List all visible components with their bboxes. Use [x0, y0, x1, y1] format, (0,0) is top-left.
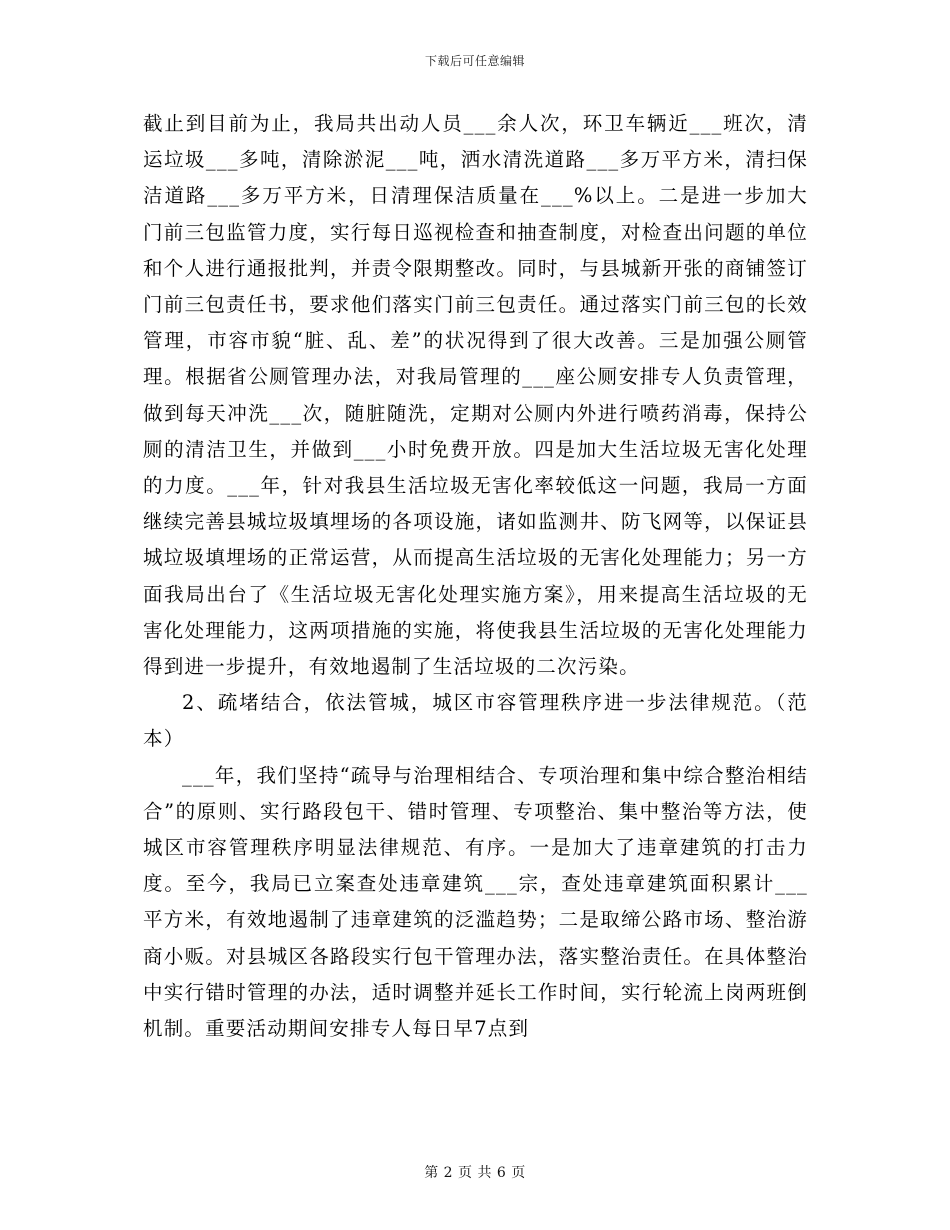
document-body — [143, 106, 808, 1047]
paragraph-2-heading: 2、疏堵结合，依法管城，城区市容管理秩序进一步法律规范。（范本） — [143, 691, 808, 751]
paragraph-1: 截止到目前为止，我局共出动人员___余人次，环卫车辆近___班次，清运垃圾___多吨，清除淤泥___吨，洒水清洗道路___多万平方米，清扫保洁道路___多万平方米，日清理保洁质量在___%以上。二是进一步加大门前三包监管力度，实行每日巡视检查和抽查制度，对检查出问题的单位和个人进行通报批判，并责令限期整改。同时，与县城新开张的商铺签订门前三包责任书，要求他们落实门前三包责任。通过落实门前三包的长效管理，市容市貌“脏、乱、差”的状况得到了很大改善。三是加强公厕管理。根据省公厕管理办法，对我局管理的___座公厕安排专人负责管理，做到每天冲洗___次，随脏随洗，定期对公厕内外进行喷药消毒，保持公厕的清洁卫生，并做到___小时免费开放。四是加大生活垃圾无害化处理的力度。___年，针对我县生活垃圾无害化率较低这一问题，我局一方面继续完善县城垃圾填埋场的各项设施，诸如监测井、防飞网等，以保证县城垃圾填埋场的正常运营，从而提高生活垃圾的无害化处理能力；另一方面我局出台了《生活垃圾无害化处理实施方案》，用来提高生活垃圾的无害化处理能力，这两项措施的实施，将使我县生活垃圾的无害化处理能力得到进一步提升，有效地遏制了生活垃圾的二次污染。 — [143, 112, 808, 679]
page-header: 下载后可任意编辑 — [424, 54, 525, 68]
paragraph-3: ___年，我们坚持“疏导与治理相结合、专项治理和集中综合整治相结合”的原则、实行路段包干、错时管理、专项整治、集中整治等方法，使城区市容管理秩序明显法律规范、有序。一是加大了违章建筑的打击力度。至今，我局已立案查处违章建筑___宗，查处违章建筑面积累计___平方米，有效地遏制了违章建筑的泛滥趋势；二是取缔公路市场、整治游商小贩。对县城区各路段实行包干管理办法，落实整治责任。在具体整治中实行错时管理的办法，适时调整并延长工作时间，实行轮流上岗两班倒机制。重要活动期间安排专人每日早7点到 — [143, 763, 808, 1041]
page-number: 第 2 页 共 6 页 — [424, 1165, 526, 1181]
